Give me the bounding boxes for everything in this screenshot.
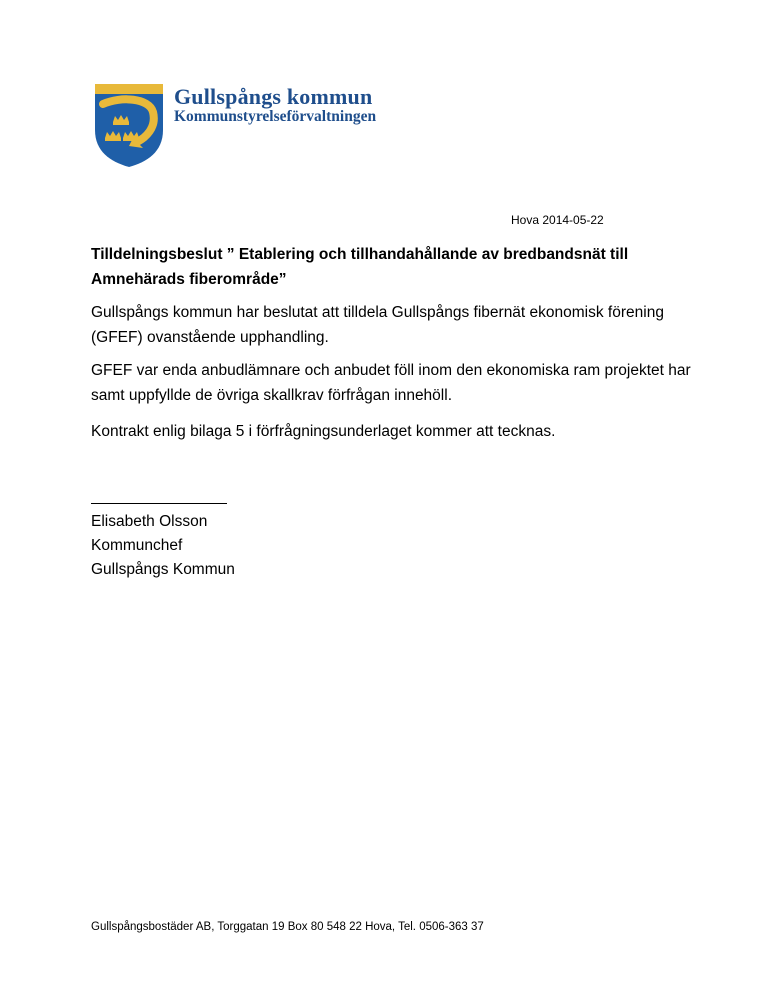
signatory-role: Kommunchef xyxy=(91,537,183,554)
letterhead-logo xyxy=(93,82,393,168)
document-title: Tilldelningsbeslut ” Etablering och tillhandahållande av bredbandsnät till Amnehärads fiberområde” xyxy=(91,246,629,288)
body-paragraph: GFEF var enda anbudlämnare och anbudet föll inom den ekonomiska ram projektet har samt uppfyllde de övriga skallkrav förfrågan innehöll. xyxy=(91,362,691,404)
organization-name: Gullspångs kommun xyxy=(174,84,373,109)
body-paragraph: Gullspångs kommun har beslutat att tilldela Gullspångs fibernät ekonomisk förening (GFEF) ovanstående upphandling. xyxy=(91,304,664,346)
municipal-crest-icon xyxy=(93,82,165,168)
signatory-organization: Gullspångs Kommun xyxy=(91,561,235,578)
page-footer: Gullspångsbostäder AB, Torggatan 19 Box 80 548 22 Hova, Tel. 0506-363 37 xyxy=(91,921,484,933)
body-paragraph: Kontrakt enlig bilaga 5 i förfrågningsunderlaget kommer att tecknas. xyxy=(91,423,556,440)
department-name: Kommunstyrelseförvaltningen xyxy=(174,108,377,125)
signature-line xyxy=(91,503,227,504)
document-date: Hova 2014-05-22 xyxy=(511,213,604,227)
signatory-name: Elisabeth Olsson xyxy=(91,513,208,530)
